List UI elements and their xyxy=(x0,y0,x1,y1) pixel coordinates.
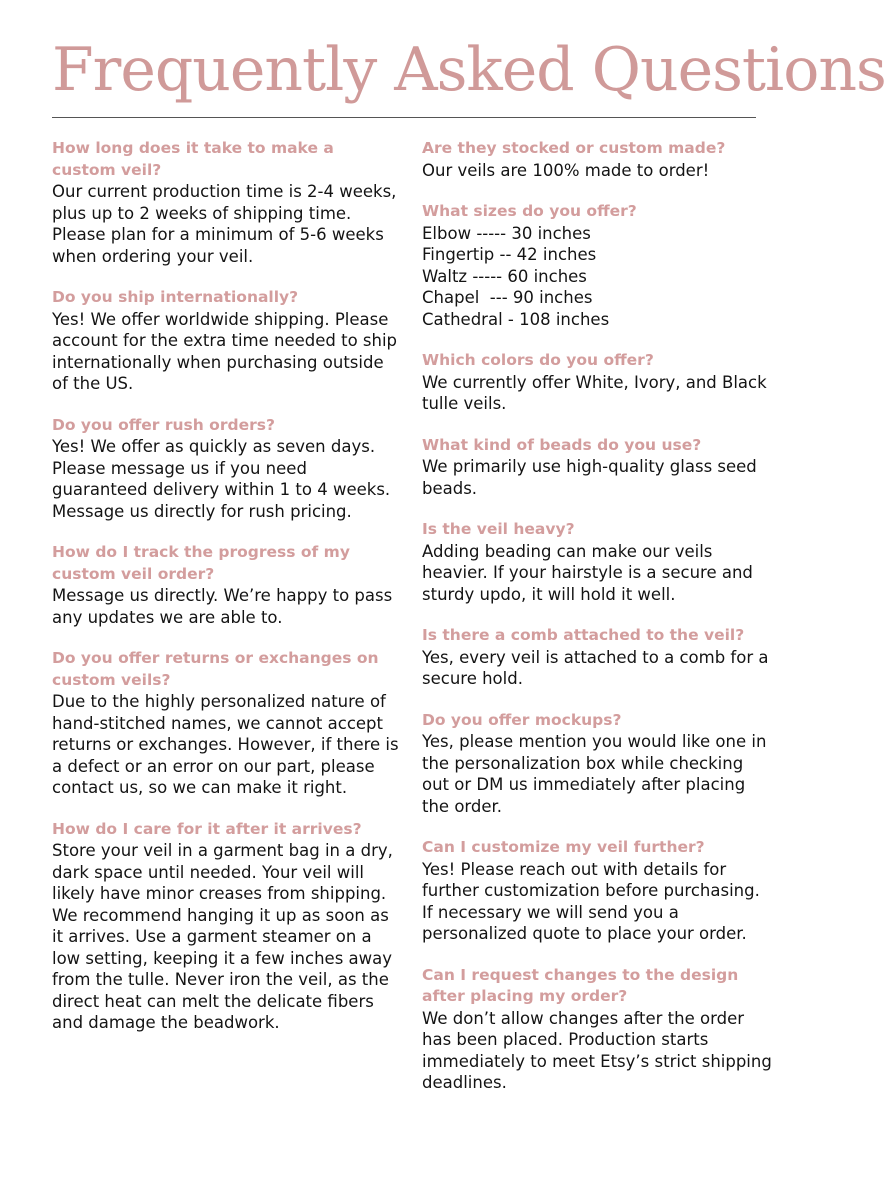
size-line: Elbow ----- 30 inches xyxy=(422,223,591,243)
faq-item xyxy=(422,625,774,690)
faq-item xyxy=(52,287,402,395)
faq-question: Is the veil heavy? xyxy=(422,520,575,538)
size-list xyxy=(422,223,774,331)
faq-question: Can I request changes to the design after placing my order? xyxy=(422,965,739,1005)
faq-question: Do you ship internationally? xyxy=(52,288,299,306)
faq-item xyxy=(52,138,402,267)
faq-answer: We primarily use high-quality glass seed beads. xyxy=(422,457,757,498)
faq-item xyxy=(52,542,402,628)
faq-answer: Our veils are 100% made to order! xyxy=(422,160,710,180)
faq-question: How do I care for it after it arrives? xyxy=(52,819,362,838)
faq-answer: Yes, please mention you would like one in the personalization box while checking out or DM us immediately after placing the order. xyxy=(422,732,767,816)
faq-answer: Yes! We offer as quickly as seven days. Please message us if you need guaranteed delivery within 1 to 4 weeks. Message us directly for rush pricing. xyxy=(52,437,391,521)
faq-answer: Our current production time is 2-4 weeks, plus up to 2 weeks of shipping time. Please plan for a minimum of 5-6 weeks when ordering your veil. xyxy=(52,182,397,266)
faq-question: Do you offer returns or exchanges on custom veils? xyxy=(52,649,379,689)
right-column xyxy=(422,138,774,1114)
faq-answer: Message us directly. We’re happy to pass any updates we are able to. xyxy=(52,586,393,627)
faq-item xyxy=(422,710,774,818)
title-divider xyxy=(52,117,756,118)
faq-answer: We don’t allow changes after the order has been placed. Production starts immediately to meet Etsy’s strict shipping deadlines. xyxy=(422,1008,772,1092)
faq-question: Which colors do you offer? xyxy=(422,351,654,369)
faq-item xyxy=(52,648,402,799)
size-line: Waltz ----- 60 inches xyxy=(422,266,587,286)
faq-answer: Yes! Please reach out with details for further customization before purchasing. If necessary we will send you a personalized quote to place your order. xyxy=(422,859,760,943)
faq-question: Do you offer mockups? xyxy=(422,710,622,729)
faq-item xyxy=(422,965,774,1094)
faq-item xyxy=(422,138,774,181)
faq-answer: Due to the highly personalized nature of hand-stitched names, we cannot accept returns or exchanges. However, if there is a defect or an error on our part, please contact us, so we can make it right. xyxy=(52,692,399,797)
size-line: Cathedral - 108 inches xyxy=(422,309,610,329)
left-column xyxy=(52,138,402,1054)
faq-item xyxy=(422,519,774,605)
faq-question: How do I track the progress of my custom veil order? xyxy=(52,543,350,583)
faq-item xyxy=(52,819,402,1034)
faq-item-sizes xyxy=(422,201,774,330)
faq-answer: Yes, every veil is attached to a comb for a secure hold. xyxy=(422,647,769,688)
faq-answer: Adding beading can make our veils heavier. If your hairstyle is a secure and sturdy updo, it will hold it well. xyxy=(422,541,753,604)
faq-question: How long does it take to make a custom veil? xyxy=(52,139,334,179)
faq-question: Are they stocked or custom made? xyxy=(422,139,726,157)
faq-question: What sizes do you offer? xyxy=(422,202,637,220)
faq-answer: Store your veil in a garment bag in a dry, dark space until needed. Your veil will likely have minor creases from shipping. We recommend hanging it up as soon as it arrives. Use a garment steamer on a low setting, keeping it a few inches away from the tulle. Never iron the veil, as the direct heat can melt the delicate fibers and damage the beadwork. xyxy=(52,841,393,1032)
faq-answer: Yes! We offer worldwide shipping. Please account for the extra time needed to ship internationally when purchasing outside of the US. xyxy=(52,309,398,393)
faq-item xyxy=(422,350,774,415)
faq-question: Do you offer rush orders? xyxy=(52,415,275,434)
faq-answer: We currently offer White, Ivory, and Black tulle veils. xyxy=(422,372,767,413)
faq-item xyxy=(422,837,774,945)
faq-question: Can I customize my veil further? xyxy=(422,838,705,856)
faq-question: Is there a comb attached to the veil? xyxy=(422,626,745,644)
faq-question: What kind of beads do you use? xyxy=(422,435,702,454)
size-line: Chapel --- 90 inches xyxy=(422,288,593,307)
faq-item xyxy=(52,415,402,523)
faq-item xyxy=(422,435,774,500)
size-line: Fingertip -- 42 inches xyxy=(422,245,597,264)
page-title: Frequently Asked Questions xyxy=(52,35,886,105)
